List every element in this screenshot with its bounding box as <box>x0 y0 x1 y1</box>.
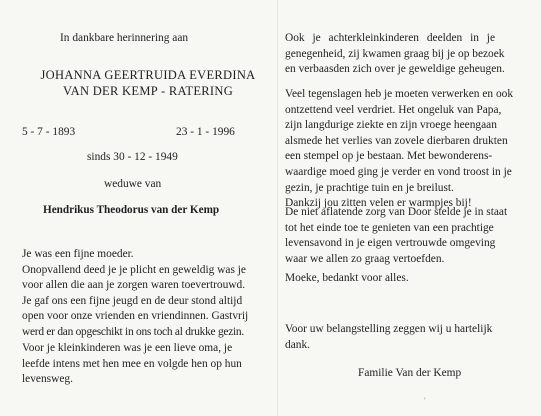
text-line: Voor uw belangstelling zeggen wij u hartelijk <box>285 323 493 335</box>
left-paragraph-2 <box>22 341 272 388</box>
text-line: levensweg. <box>22 373 73 386</box>
text-line: levensavond in je eigen vertrouwde omgeving <box>285 237 496 250</box>
text-line: Dankzij jou zitten velen er warmpjes bij! <box>285 197 472 210</box>
text-line: zijn langdurige ziekte en zijn vroege heengaan <box>285 119 497 132</box>
text-line: werd er dan opgeschikt in ons toch al drukke gezin. <box>22 325 244 338</box>
text-line: Je was een fijne moeder. <box>22 248 134 260</box>
since-date: sinds 30 - 12 - 1949 <box>87 151 178 163</box>
text-line: alsmede het verlies van zovele dierbaren drukten <box>285 134 508 147</box>
right-paragraph-3 <box>285 205 533 267</box>
text-line: en verbaasden zich over je geweldige geheugen. <box>285 63 505 76</box>
center-fold-divider <box>277 0 278 416</box>
name-line-1: JOHANNA GEERTRUIDA EVERDINA <box>40 68 256 82</box>
text-line: dank. <box>285 338 310 351</box>
text-line: genegenheid, zij kwamen graag bij je op bezoek <box>285 47 505 60</box>
thanks-mother: Moeke, bedankt voor alles. <box>285 272 409 284</box>
text-line: Veel tegenslagen heb je moeten verwerken en ook <box>285 88 514 100</box>
left-paragraph-1 <box>22 247 272 341</box>
text-line: tot het einde toe te genieten van een prachtige <box>285 221 494 234</box>
print-speck: ' <box>424 396 426 406</box>
text-line: De niet aflatende zorg van Door stelde je in staat <box>285 206 508 218</box>
right-paragraph-5 <box>285 322 533 353</box>
family-signature: Familie Van der Kemp <box>358 367 462 379</box>
birth-date: 5 - 7 - 1893 <box>22 126 76 138</box>
text-line: Voor je kleinkinderen was je een lieve oma, je <box>22 342 233 354</box>
text-line: Je gaf ons een fijne jeugd en de deur stond altijd <box>22 294 243 307</box>
text-line: open voor onze vrienden en vriendinnen. Gastvrij <box>22 310 249 323</box>
right-paragraph-1 <box>285 31 533 78</box>
text-line: waardige moed ging je verder en vond troost in je <box>285 165 512 178</box>
text-line: een stempel op je bestaan. Met bewonderens- <box>285 150 493 163</box>
intro-text: In dankbare herinnering aan <box>60 32 189 44</box>
text-line: Ook je achterkleinkinderen deelden in je <box>285 32 496 44</box>
text-line: gezin, je prachtige tuin en je breilust. <box>285 181 454 194</box>
text-line: leefde intens met hen mee en volgde hen op hun <box>22 357 242 370</box>
text-line: voor allen die aan je zorgen waren toevertrouwd. <box>22 279 246 292</box>
text-line: Onopvallend deed je je plicht en geweldig was je <box>22 263 246 276</box>
widow-of-label: weduwe van <box>104 178 162 190</box>
text-line: waar we allen zo graag vertoefden. <box>285 252 445 265</box>
name-line-2: VAN DER KEMP - RATERING <box>62 84 234 98</box>
right-paragraph-2 <box>285 87 533 212</box>
spouse-name: Hendrikus Theodorus van der Kemp <box>43 204 220 216</box>
text-line: ontzettend veel verdriet. Het ongeluk van Papa, <box>285 103 502 116</box>
death-date: 23 - 1 - 1996 <box>176 126 235 138</box>
